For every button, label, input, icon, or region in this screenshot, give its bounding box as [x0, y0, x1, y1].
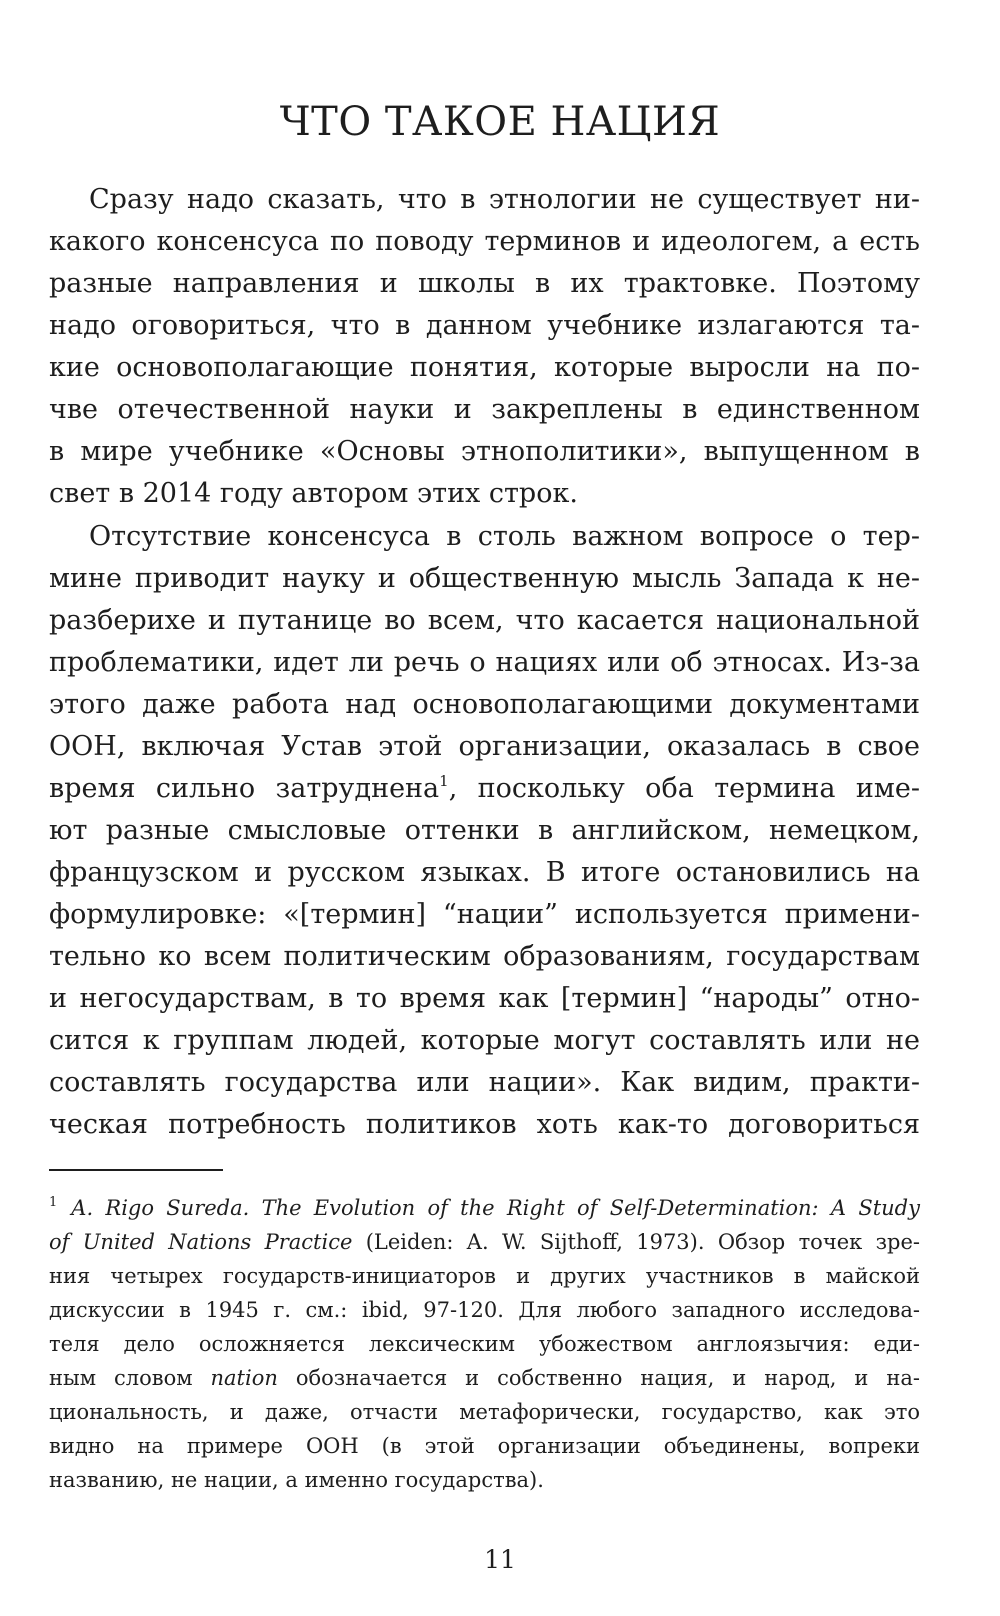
- text-segment: (Leiden: A. W. Sijthoff, 1973). Обзор точек зре-: [352, 1230, 920, 1254]
- footnote-author: A. Rigo Sureda.: [71, 1196, 250, 1220]
- text-line: разные направления и школы в их трактовке. Поэтому: [49, 268, 920, 299]
- text-line: разберихе и путанице во всем, что касается национальной: [49, 605, 920, 636]
- footnote-reference[interactable]: 1: [439, 772, 449, 790]
- text-line: ют разные смысловые оттенки в английском, немецком,: [49, 815, 920, 846]
- text-segment: ным словом: [49, 1366, 211, 1390]
- footnote-mark: 1: [49, 1195, 58, 1210]
- text-line: ООН, включая Устав этой организации, оказалась в свое: [49, 731, 920, 762]
- text-line: мине приводит науку и общественную мысль Запада к не-: [49, 563, 920, 594]
- footnote-line: ния четырех государств-инициаторов и других участников в майской: [49, 1264, 920, 1288]
- text-line: французском и русском языках. В итоге остановились на: [49, 857, 920, 888]
- footnote-title: of United Nations Practice: [49, 1230, 353, 1254]
- footnote-line: циональность, и даже, отчасти метафорически, государство, как это: [49, 1400, 920, 1424]
- text-line: сится к группам людей, которые могут составлять или не: [49, 1025, 920, 1056]
- chapter-title: ЧТО ТАКОЕ НАЦИЯ: [279, 99, 721, 145]
- text-line: составлять государства или нации». Как видим, практи-: [49, 1067, 920, 1098]
- text-line: формулировке: «[термин] “нации” используется примени-: [49, 899, 920, 930]
- paragraph-2: [49, 516, 920, 1146]
- text-line: и негосударствам, в то время как [термин] “народы” отно-: [49, 983, 920, 1014]
- main-text: [49, 179, 920, 1147]
- footnote-divider: [49, 1169, 223, 1171]
- text-line: Отсутствие консенсуса в столь важном вопросе о тер-: [89, 521, 920, 552]
- footnote-line: теля дело осложняется лексическим убожеством англоязычия: еди-: [49, 1332, 920, 1356]
- text-line: этого даже работа над основополагающими документами: [49, 689, 920, 720]
- text-segment: обозначается и собственно нация, и народ, и на-: [277, 1366, 920, 1390]
- text-line-with-footnote: [49, 768, 920, 810]
- text-line: какого консенсуса по поводу терминов и идеологем, а есть: [49, 226, 920, 257]
- footnote-title: The Evolution of the Right of Self-Determination: A Study: [261, 1196, 920, 1220]
- footnote-line: названию, не нации, а именно государства).: [49, 1468, 544, 1492]
- text-line: в мире учебнике «Основы этнополитики», выпущенном в: [49, 436, 920, 467]
- text-line: Сразу надо сказать, что в этнологии не существует ни-: [89, 184, 920, 215]
- text-segment: , поскольку оба термина име-: [448, 773, 920, 804]
- text-line: кие основополагающие понятия, которые выросли на по-: [49, 352, 920, 383]
- footnote-term: nation: [210, 1366, 278, 1390]
- text-line: тельно ко всем политическим образованиям, государствам: [49, 941, 920, 972]
- footnote: [49, 1191, 920, 1497]
- footnote-line: [49, 1191, 920, 1225]
- text-line: надо оговориться, что в данном учебнике излагаются та-: [49, 310, 920, 341]
- text-line: чве отечественной науки и закреплены в единственном: [49, 394, 920, 425]
- text-line: свет в 2014 году автором этих строк.: [49, 478, 578, 509]
- text-segment: время сильно затруднена: [49, 773, 440, 804]
- footnote-line: дискуссии в 1945 г. см.: ibid, 97-120. Для любого западного исследова-: [49, 1298, 920, 1322]
- footnote-line: [49, 1361, 920, 1395]
- paragraph-1: [49, 179, 920, 515]
- page-number: 11: [484, 1545, 516, 1574]
- text-line: ческая потребность политиков хоть как-то договориться: [49, 1109, 920, 1140]
- text-line: проблематики, идет ли речь о нациях или об этносах. Из-за: [49, 647, 920, 678]
- footnote-line: [49, 1225, 920, 1259]
- footnote-line: видно на примере ООН (в этой организации объединены, вопреки: [49, 1434, 920, 1458]
